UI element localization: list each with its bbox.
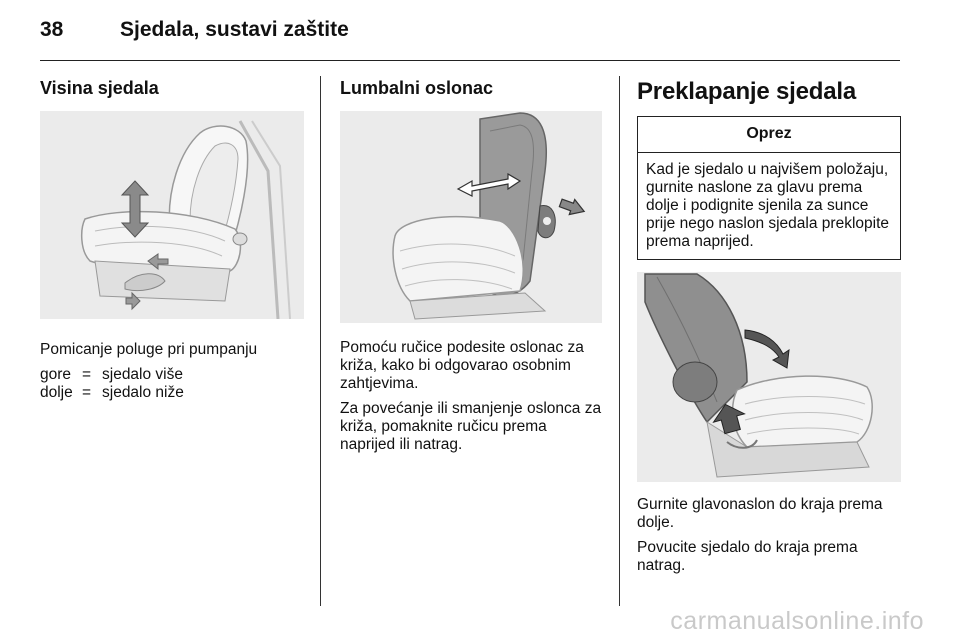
def-term: dolje [40,384,73,401]
lumbar-para-1: Pomoću ručice podesite oslonac za križa, kako bi odgovarao osobnim zahtjevima. [340,339,584,392]
folding-para-1: Gurnite glavonaslon do kraja prema dolje. [637,496,883,531]
def-sep: = [82,366,92,383]
caution-box [637,116,901,260]
def-sep: = [82,384,92,401]
column-divider-1 [320,76,321,606]
column-divider-2 [619,76,620,606]
heading-seat-height: Visina sjedala [40,78,159,98]
section-title: Sjedala, sustavi zaštite [120,18,349,41]
column-seat-height [40,78,304,402]
seat-folding-illustration [637,272,901,482]
definition-row-down [40,384,304,402]
def-desc: sjedalo više [102,366,183,383]
header-rule [40,60,900,61]
def-desc: sjedalo niže [102,384,184,401]
definition-table [40,366,304,402]
column-seat-folding [637,78,901,582]
lumbar-para-2: Za povećanje ili smanjenje oslonca za križa, pomaknite ručicu prema naprijed ili natrag. [340,400,602,453]
seat-height-illustration [40,111,304,319]
heading-seat-folding: Preklapanje sjedala [637,78,856,105]
folding-para-2: Povucite sjedalo do kraja prema natrag. [637,539,858,574]
watermark: carmanualsonline.info [670,607,924,635]
definition-row-up [40,366,304,384]
def-term: gore [40,366,72,383]
heading-lumbar-support: Lumbalni oslonac [340,78,494,98]
lumbar-support-illustration [340,111,602,323]
column-lumbar-support [340,78,602,461]
page-header [40,18,349,42]
caution-title: Oprez [638,117,900,153]
caution-text: Kad je sjedalo u najvišem položaju, gurnite naslone za glavu prema dolje i podignite sjenila za sunce prije nego naslon sjedala preklopite prema naprijed. [646,161,889,250]
page-number: 38 [40,18,64,41]
seat-height-caption: Pomicanje poluge pri pumpanju [40,341,258,358]
